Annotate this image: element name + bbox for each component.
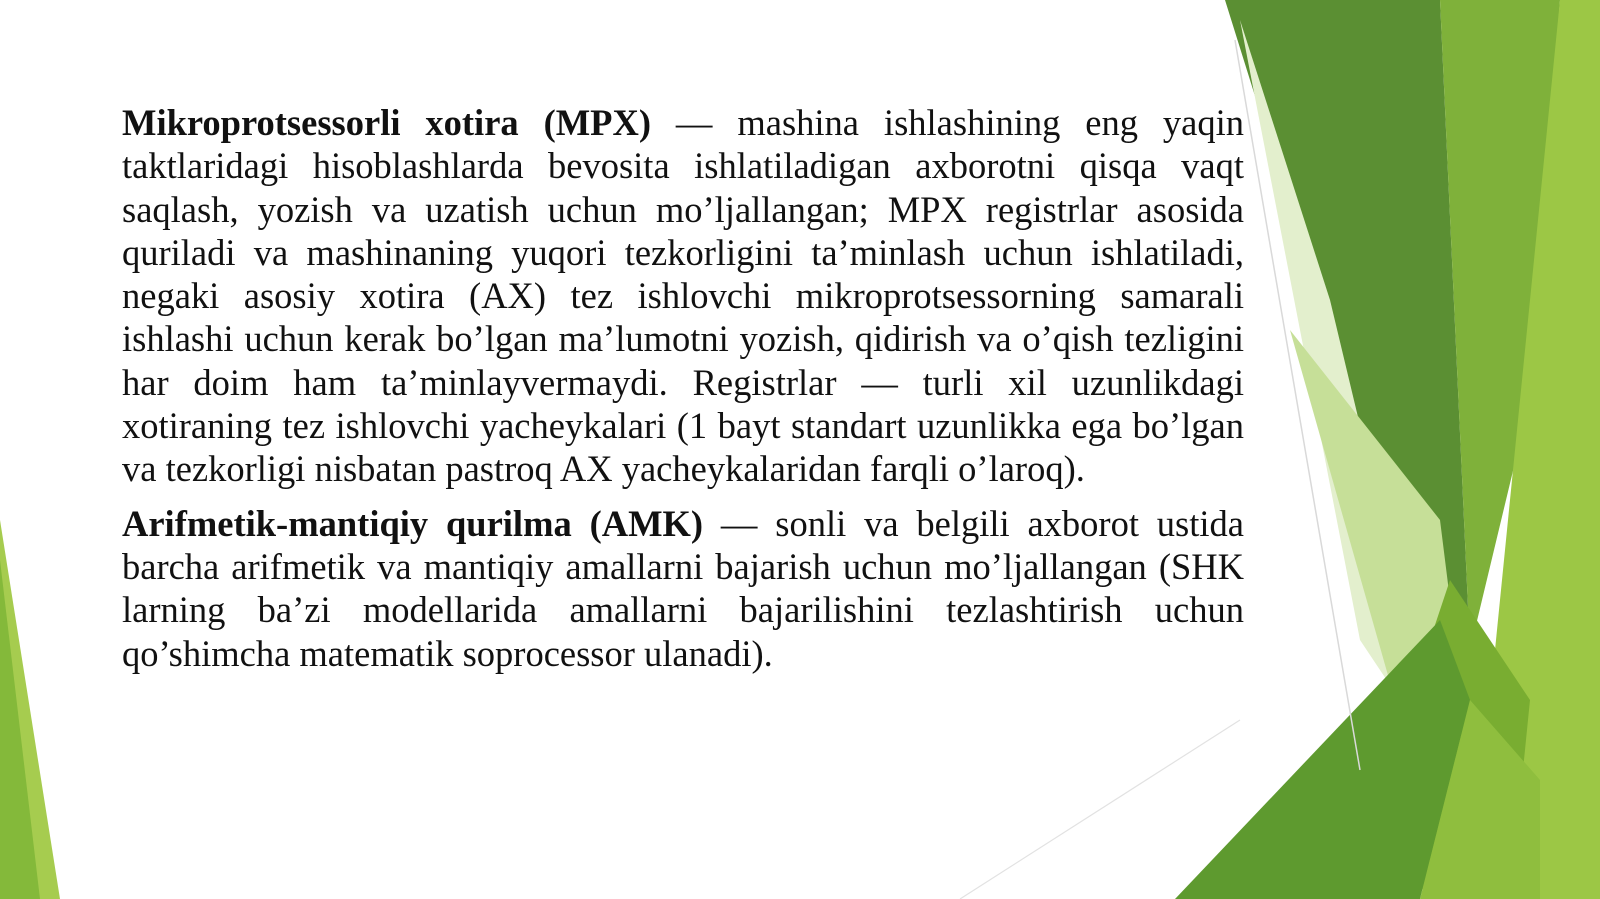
paragraph-amk xyxy=(122,502,1244,675)
slide-text-body xyxy=(122,101,1244,686)
term-mpx: Mikroprotsessorli xotira (MPX) xyxy=(122,102,651,143)
definition-amk: — sonli va belgili axborot ustida barcha arifmetik va mantiqiy amallarni bajarish uchun mo’ljallangan (SHK larning ba’zi modellarida amallarni bajarilishini tezlashtirish uchun qo’shimcha matematik soprocessor ulanadi). xyxy=(122,502,1244,674)
paragraph-mpx xyxy=(122,101,1244,491)
definition-mpx: — mashina ishlashining eng yaqin taktlaridagi hisoblashlarda bevosita ishlatiladigan axborotni qisqa vaqt saqlash, yozish va uzatish uchun mo’ljallangan; MPX registrlar asosida quriladi va mashinaning yuqori tezkorligini ta’minlash uchun ishlatiladi, negaki asosiy xotira (AX) tez ishlovchi mikroprotsessorning samarali ishlashi uchun kerak bo’lgan ma’lumotni yozish, qidirish va o’qish tezligini har doim ham ta’minlayvermaydi. Registrlar — turli xil uzunlikdagi xotiraning tez ishlovchi yacheykalari (1 bayt standart uzunlikka ega bo’lgan va tezkorligi nisbatan pastroq AX yacheykalaridan farqli o’laroq). xyxy=(122,102,1244,490)
term-amk: Arifmetik-mantiqiy qurilma (AMK) xyxy=(122,502,704,544)
thin-line-2 xyxy=(960,720,1240,899)
